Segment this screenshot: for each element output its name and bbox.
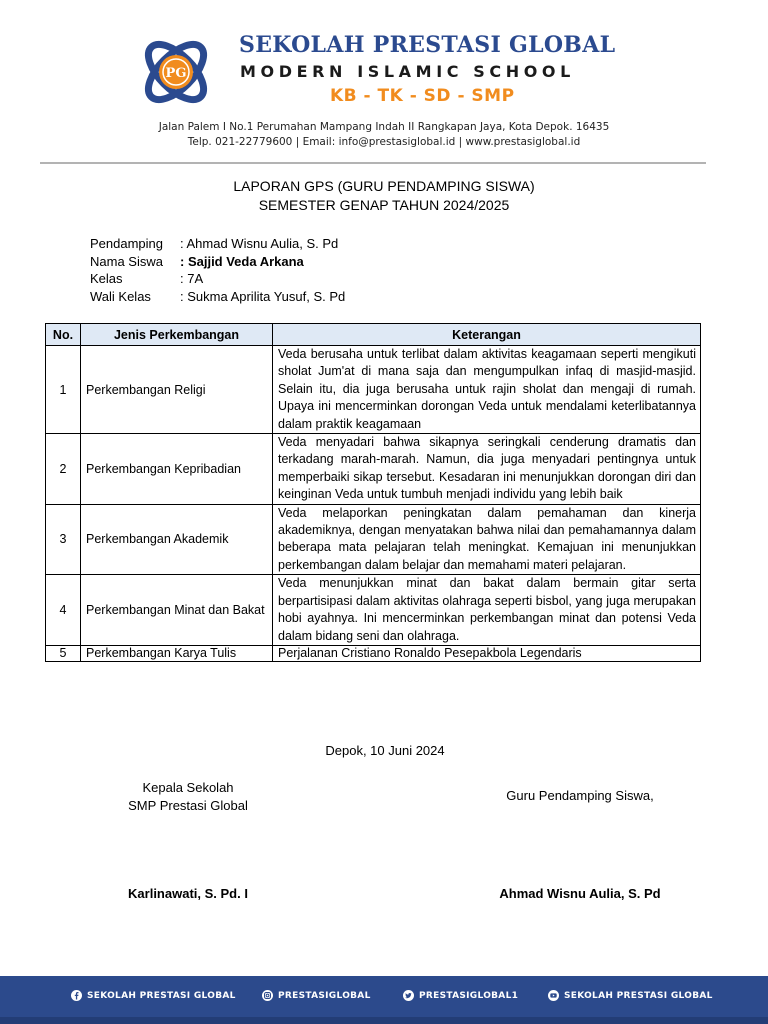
row-jenis: Perkembangan Religi [81, 346, 273, 434]
row-jenis: Perkembangan Kepribadian [81, 434, 273, 505]
info-label: Wali Kelas [90, 288, 151, 304]
facebook-icon [71, 990, 82, 1001]
footer-strip [0, 1017, 768, 1024]
school-address: Jalan Palem I No.1 Perumahan Mampang Indah II Rangkapan Jaya, Kota Depok. 16435 [158, 121, 610, 133]
info-value: : Sajjid Veda Arkana [180, 253, 304, 269]
twitter-icon [403, 990, 414, 1001]
signature-date: Depok, 10 Juni 2024 [325, 743, 445, 758]
left-signer-institution: SMP Prestasi Global [128, 798, 248, 813]
row-number: 5 [46, 645, 81, 661]
column-header-jenis: Jenis Perkembangan [81, 324, 273, 346]
info-row-pendamping [90, 235, 345, 253]
report-semester: SEMESTER GENAP TAHUN 2024/2025 [258, 197, 510, 213]
row-number: 2 [46, 434, 81, 505]
table-row [46, 504, 701, 575]
right-signer-title: Guru Pendamping Siswa, [506, 788, 654, 803]
info-value: : 7A [180, 271, 204, 286]
row-keterangan: Veda berusaha untuk terlibat dalam aktivitas keagamaan seperti mengikuti sholat Jum'at di mana saja dan mengumpulkan infaq di masjid-masjid. Selain itu, dia juga berusaha untuk rajin sholat dan mengaji di rumah. Upaya ini mencerminkan dorongan Veda untuk mendalami keterlibatannya dalam praktik keagamaan [273, 346, 701, 434]
footer-instagram-label: PRESTASIGLOBAL [278, 990, 371, 1001]
footer-youtube-label: SEKOLAH PRESTASI GLOBAL [564, 990, 713, 1001]
logo-text: PG [165, 66, 187, 81]
row-jenis: Perkembangan Karya Tulis [81, 645, 273, 661]
footer-instagram[interactable] [262, 990, 371, 1001]
instagram-icon [262, 990, 273, 1001]
row-number: 1 [46, 346, 81, 434]
signature-left-block [88, 779, 288, 815]
table-row [46, 645, 701, 661]
row-keterangan: Perjalanan Cristiano Ronaldo Pesepakbola Legendaris [273, 645, 701, 661]
info-value: : Ahmad Wisnu Aulia, S. Pd [180, 236, 339, 251]
left-signer-title: Kepala Sekolah [142, 780, 234, 795]
student-info [90, 235, 345, 305]
info-label: Kelas [90, 271, 123, 286]
header-divider [40, 162, 706, 164]
table-row [46, 575, 701, 646]
report-title: LAPORAN GPS (GURU PENDAMPING SISWA) [233, 178, 535, 194]
info-row-wali-kelas [90, 288, 345, 306]
report-table [45, 323, 701, 662]
right-signer-name: Ahmad Wisnu Aulia, S. Pd [499, 886, 661, 901]
row-jenis: Perkembangan Akademik [81, 504, 273, 575]
info-row-nama-siswa [90, 253, 345, 271]
school-logo [136, 32, 216, 112]
row-keterangan: Veda menunjukkan minat dan bakat dalam bermain gitar serta berpartisipasi dalam aktivitas olahraga seperti bisbol, yang juga merupakan hobi ayahnya. Ini mencerminkan perkembangan minat dan potensi Veda dalam bidang seni dan olahraga. [273, 575, 701, 646]
row-number: 3 [46, 504, 81, 575]
info-value: : Sukma Aprilita Yusuf, S. Pd [180, 288, 346, 304]
school-contact: Telp. 021-22779600 | Email: info@prestasiglobal.id | www.prestasiglobal.id [187, 136, 581, 148]
row-number: 4 [46, 575, 81, 646]
info-row-kelas [90, 270, 345, 288]
row-keterangan: Veda menyadari bahwa sikapnya seringkali cenderung dramatis dan terkadang marah-marah. Namun, dia juga menyadari pentingnya untuk memperbaiki sikap tersebut. Kesadaran ini menunjukkan dorongan diri dan keinginan Veda untuk tumbuh menjadi individu yang lebih baik [273, 434, 701, 505]
row-keterangan: Veda melaporkan peningkatan dalam pemahaman dan kinerja akademiknya, dengan menyatakan bahwa nilai dan pemahamannya dalam beberapa mata pelajaran telah meningkat. Kemajuan ini menunjukkan perkembangan dalam belajar dan memahami materi pelajaran. [273, 504, 701, 575]
column-header-keterangan: Keterangan [273, 324, 701, 346]
footer-facebook-label: SEKOLAH PRESTASI GLOBAL [87, 990, 236, 1001]
table-row [46, 346, 701, 434]
footer-twitter-label: PRESTASIGLOBAL1 [419, 990, 519, 1001]
column-header-no: No. [46, 324, 81, 346]
info-label: Pendamping [90, 236, 163, 251]
school-levels: KB - TK - SD - SMP [330, 86, 515, 106]
footer-facebook[interactable] [71, 990, 236, 1001]
footer-twitter[interactable] [403, 990, 518, 1001]
school-name: SEKOLAH PRESTASI GLOBAL [239, 32, 616, 58]
table-header-row [46, 324, 701, 346]
footer-youtube[interactable] [548, 990, 713, 1001]
left-signer-name: Karlinawati, S. Pd. I [128, 886, 248, 901]
info-label: Nama Siswa [90, 253, 163, 269]
row-jenis: Perkembangan Minat dan Bakat [81, 575, 273, 646]
table-row [46, 434, 701, 505]
school-subtitle: MODERN ISLAMIC SCHOOL [240, 62, 575, 81]
youtube-icon [548, 990, 559, 1001]
